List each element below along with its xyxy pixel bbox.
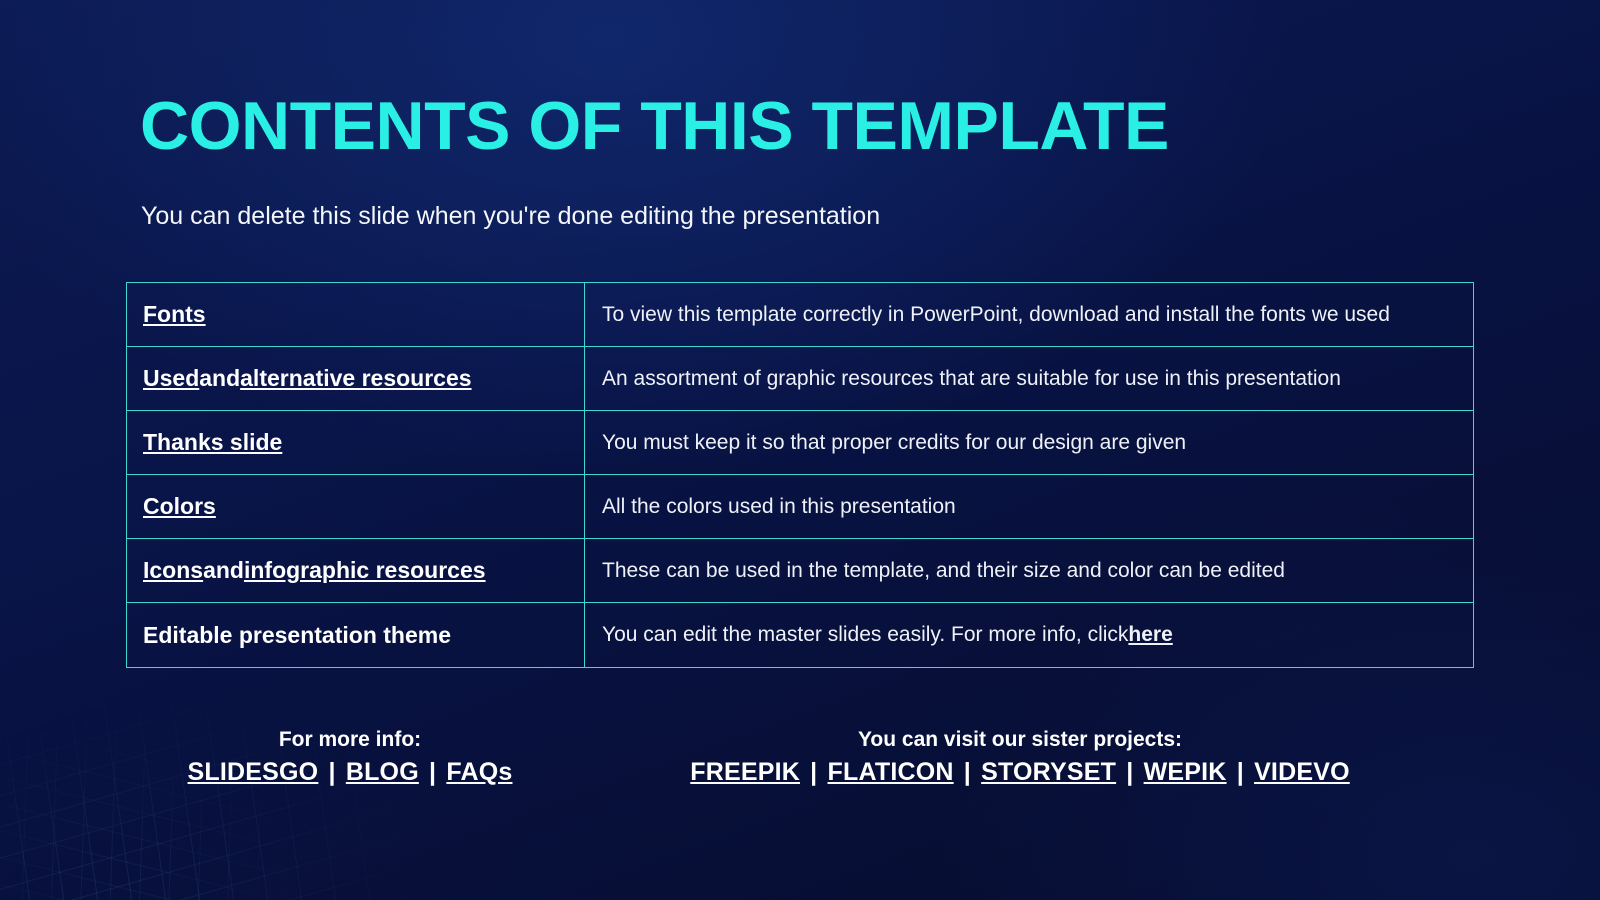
table-row-label — [127, 347, 585, 410]
table-row-description-text: To view this template correctly in PowerPoint, download and install the fonts we used — [602, 302, 1390, 326]
contents-table — [126, 282, 1474, 668]
footer-sister-projects-separator: | — [803, 758, 825, 786]
table-row-label-link[interactable]: infographic resources — [243, 557, 486, 583]
footer-more-info-links — [130, 758, 570, 787]
table-row-label-link[interactable]: Icons — [143, 557, 204, 583]
footer-more-info — [130, 728, 570, 787]
footer-sister-projects — [660, 728, 1380, 787]
table-row-description-link[interactable]: here — [1128, 623, 1173, 647]
footer-sister-projects-link[interactable]: VIDEVO — [1254, 758, 1350, 786]
footer-sister-projects-links — [660, 758, 1380, 787]
table-row-description-text: An assortment of graphic resources that are suitable for use in this presentation — [602, 366, 1341, 390]
footer-more-info-link[interactable]: SLIDESGO — [187, 758, 319, 786]
footer-sister-projects-link[interactable]: FREEPIK — [690, 758, 801, 786]
page-subtitle: You can delete this slide when you're done editing the presentation — [141, 202, 881, 230]
table-row-label-link[interactable]: Used — [143, 365, 200, 391]
table-row-description-text: These can be used in the template, and their size and color can be edited — [602, 558, 1285, 582]
table-row — [127, 475, 1473, 539]
table-row-description-text: All the colors used in this presentation — [602, 494, 956, 518]
table-row — [127, 539, 1473, 603]
table-row-description — [585, 539, 1473, 602]
table-row-label-text: Editable presentation theme — [143, 621, 452, 648]
table-row-description — [585, 283, 1473, 346]
table-row-label-link[interactable]: Colors — [143, 493, 216, 519]
footer-sister-projects-separator: | — [1119, 758, 1141, 786]
footer-more-info-heading: For more info: — [278, 728, 422, 751]
table-row-label — [127, 411, 585, 474]
table-row — [127, 603, 1473, 667]
footer-sister-projects-heading: You can visit our sister projects: — [857, 728, 1183, 751]
footer-sister-projects-link[interactable]: FLATICON — [827, 758, 954, 786]
footer-sister-projects-separator: | — [1229, 758, 1252, 786]
table-row — [127, 347, 1473, 411]
table-row — [127, 411, 1473, 475]
footer-sister-projects-separator: | — [956, 758, 979, 786]
table-row-label — [127, 475, 585, 538]
table-row-description-text: You can edit the master slides easily. For more info, click — [602, 623, 1129, 647]
table-row-description — [585, 603, 1473, 667]
table-row-label-link[interactable]: alternative resources — [240, 365, 472, 391]
table-row-label — [127, 283, 585, 346]
table-row-label — [127, 603, 585, 667]
footer-sister-projects-link[interactable]: WEPIK — [1143, 758, 1227, 786]
table-row — [127, 283, 1473, 347]
table-row-description — [585, 411, 1473, 474]
table-row-label-link[interactable]: Fonts — [143, 301, 206, 327]
footer-more-info-separator: | — [321, 758, 343, 786]
table-row-description-text: You must keep it so that proper credits for our design are given — [602, 430, 1187, 454]
footer-sister-projects-link[interactable]: STORYSET — [981, 758, 1117, 786]
table-row-description — [585, 347, 1473, 410]
table-row-label-link[interactable]: Thanks slide — [143, 429, 283, 455]
footer-more-info-link[interactable]: FAQs — [446, 758, 513, 786]
table-row-label-text: and — [199, 365, 241, 391]
footer-more-info-separator: | — [421, 758, 444, 786]
table-row-label-text: and — [203, 557, 244, 583]
page-title: CONTENTS OF THIS TEMPLATE — [140, 88, 1169, 164]
footer-more-info-link[interactable]: BLOG — [345, 758, 419, 786]
table-row-description — [585, 475, 1473, 538]
table-row-label — [127, 539, 585, 602]
